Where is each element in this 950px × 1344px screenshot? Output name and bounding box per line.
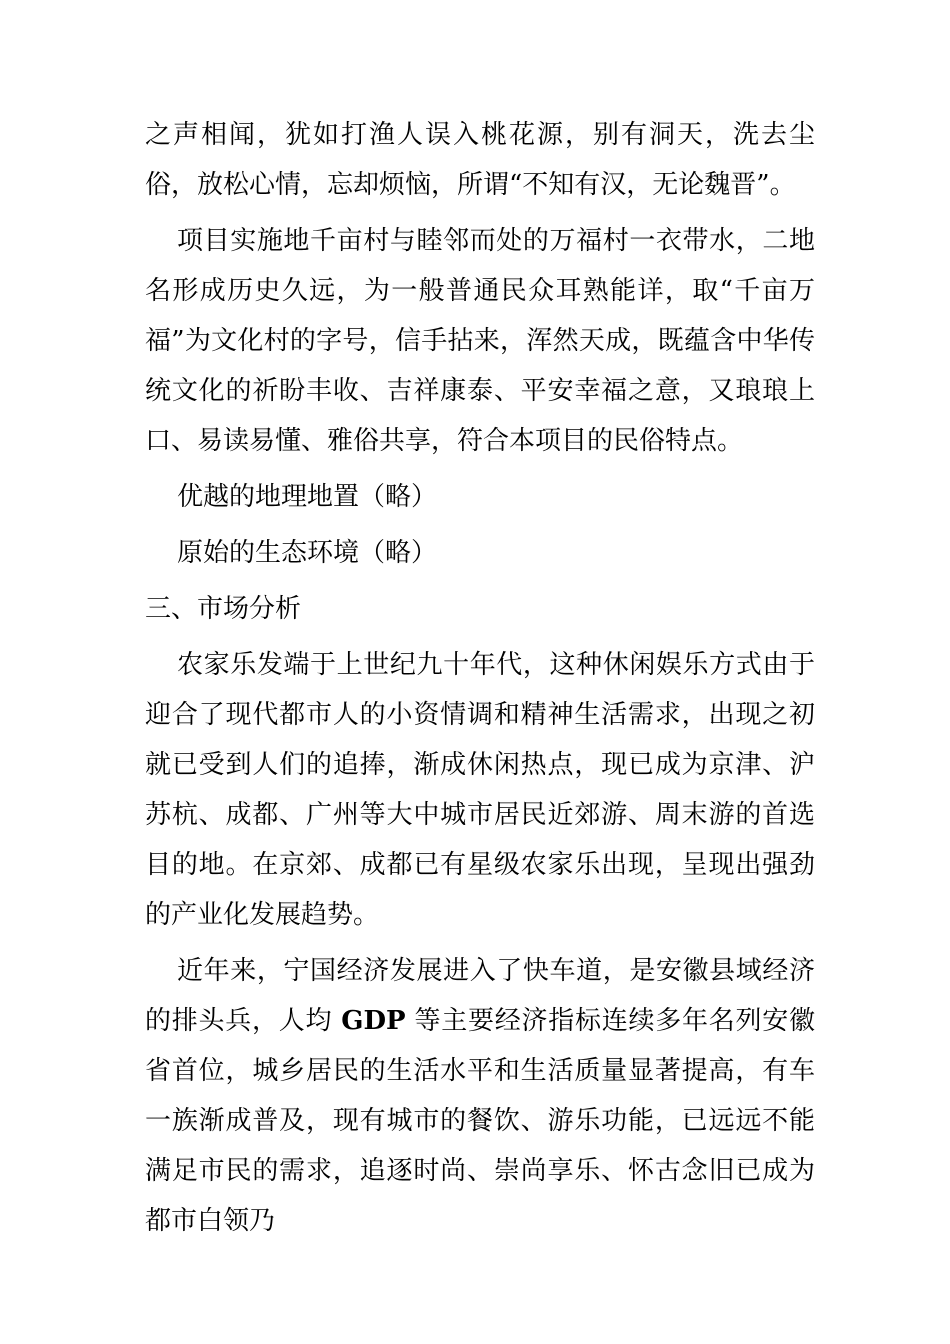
document-body — [145, 110, 815, 1252]
paragraph-ecology: 原始的生态环境（略） — [177, 538, 438, 568]
paragraph-ningguo-part-a: 近年来，宁国经济发展进入了快车道，是安徽县域经济的排头兵，人均 — [145, 956, 815, 1036]
paragraph-agritourism: 农家乐发端于上世纪九十年代，这种休闲娱乐方式由于迎合了现代都市人的小资情调和精神生活需求，出现之初就已受到人们的追捧，渐成休闲热点，现已成为京津、沪苏杭、成都、广州等大中城市居民近郊游、周末游的首选目的地。在京郊、成都已有星级农家乐出现，呈现出强劲的产业化发展趋势。 — [145, 650, 815, 930]
paragraph-geography: 优越的地理地置（略） — [177, 482, 438, 512]
paragraph-village-name: 项目实施地千亩村与睦邻而处的万福村一衣带水，二地名形成历史久远，为一般普通民众耳熟能详，取“千亩万福”为文化村的字号，信手拈来，浑然天成，既蕴含中华传统文化的祈盼丰收、吉祥康泰、平安幸福之意，又琅琅上口、易读易懂、雅俗共享，符合本项目的民俗特点。 — [145, 226, 815, 456]
paragraph-ningguo-economy — [145, 946, 815, 1246]
paragraph-ningguo-part-b: 等主要经济指标连续多年名列安徽省首位，城乡居民的生活水平和生活质量显著提高，有车一族渐成普及，现有城市的餐饮、游乐功能，已远远不能满足市民的需求，追逐时尚、崇尚享乐、怀古念旧已成为都市白领乃 — [145, 1006, 816, 1236]
section-heading-market-analysis: 三、市场分析 — [145, 594, 302, 624]
gdp-term: GDP — [341, 1006, 406, 1036]
paragraph-continuation: 之声相闻，犹如打渔人误入桃花源，别有洞天，洗去尘俗，放松心情，忘却烦恼，所谓“不知有汉，无论魏晋”。 — [145, 120, 815, 200]
